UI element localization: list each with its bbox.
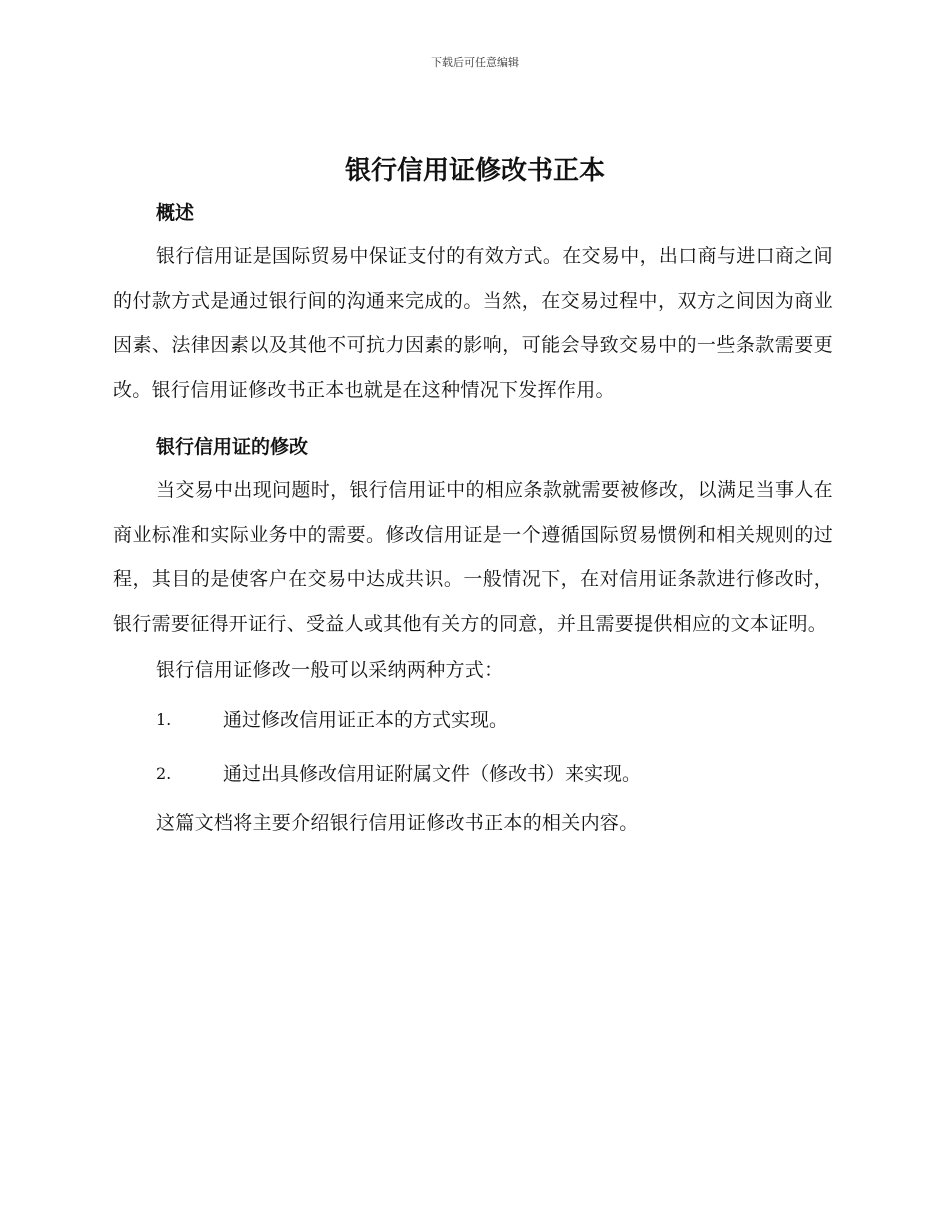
section-heading-overview: 概述 [156, 202, 195, 224]
header-note: 下载后可任意编辑 [431, 56, 519, 69]
list-text: 通过出具修改信用证附属文件（修改书）来实现。 [223, 762, 642, 785]
document-body [113, 196, 833, 845]
list-item [113, 747, 833, 801]
section-heading-amendment: 银行信用证的修改 [156, 436, 309, 458]
list-item [113, 693, 833, 747]
paragraph-overview: 银行信用证是国际贸易中保证支付的有效方式。在交易中，出口商与进口商之间的付款方式是通过银行间的沟通来完成的。当然，在交易过程中，双方之间因为商业因素、法律因素以及其他不可抗力因素的影响，可能会导致交易中的一些条款需要更改。银行信用证修改书正本也就是在这种情况下发挥作用。 [113, 245, 833, 401]
document-title: 银行信用证修改书正本 [344, 156, 605, 186]
paragraph-methods-intro: 银行信用证修改一般可以采纳两种方式： [156, 659, 504, 681]
list-number: 1. [156, 709, 172, 729]
paragraph-closing: 这篇文档将主要介绍银行信用证修改书正本的相关内容。 [156, 811, 639, 834]
paragraph-amendment: 当交易中出现问题时，银行信用证中的相应条款就需要被修改，以满足当事人在商业标准和实际业务中的需要。修改信用证是一个遵循国际贸易惯例和相关规则的过程，其目的是使客户在交易中达成共识。一般情况下，在对信用证条款进行修改时，银行需要征得开证行、受益人或其他有关方的同意，并且需要提供相应的文本证明。 [113, 479, 833, 635]
list-text: 通过修改信用证正本的方式实现。 [223, 708, 509, 731]
list-number: 2. [156, 763, 172, 783]
